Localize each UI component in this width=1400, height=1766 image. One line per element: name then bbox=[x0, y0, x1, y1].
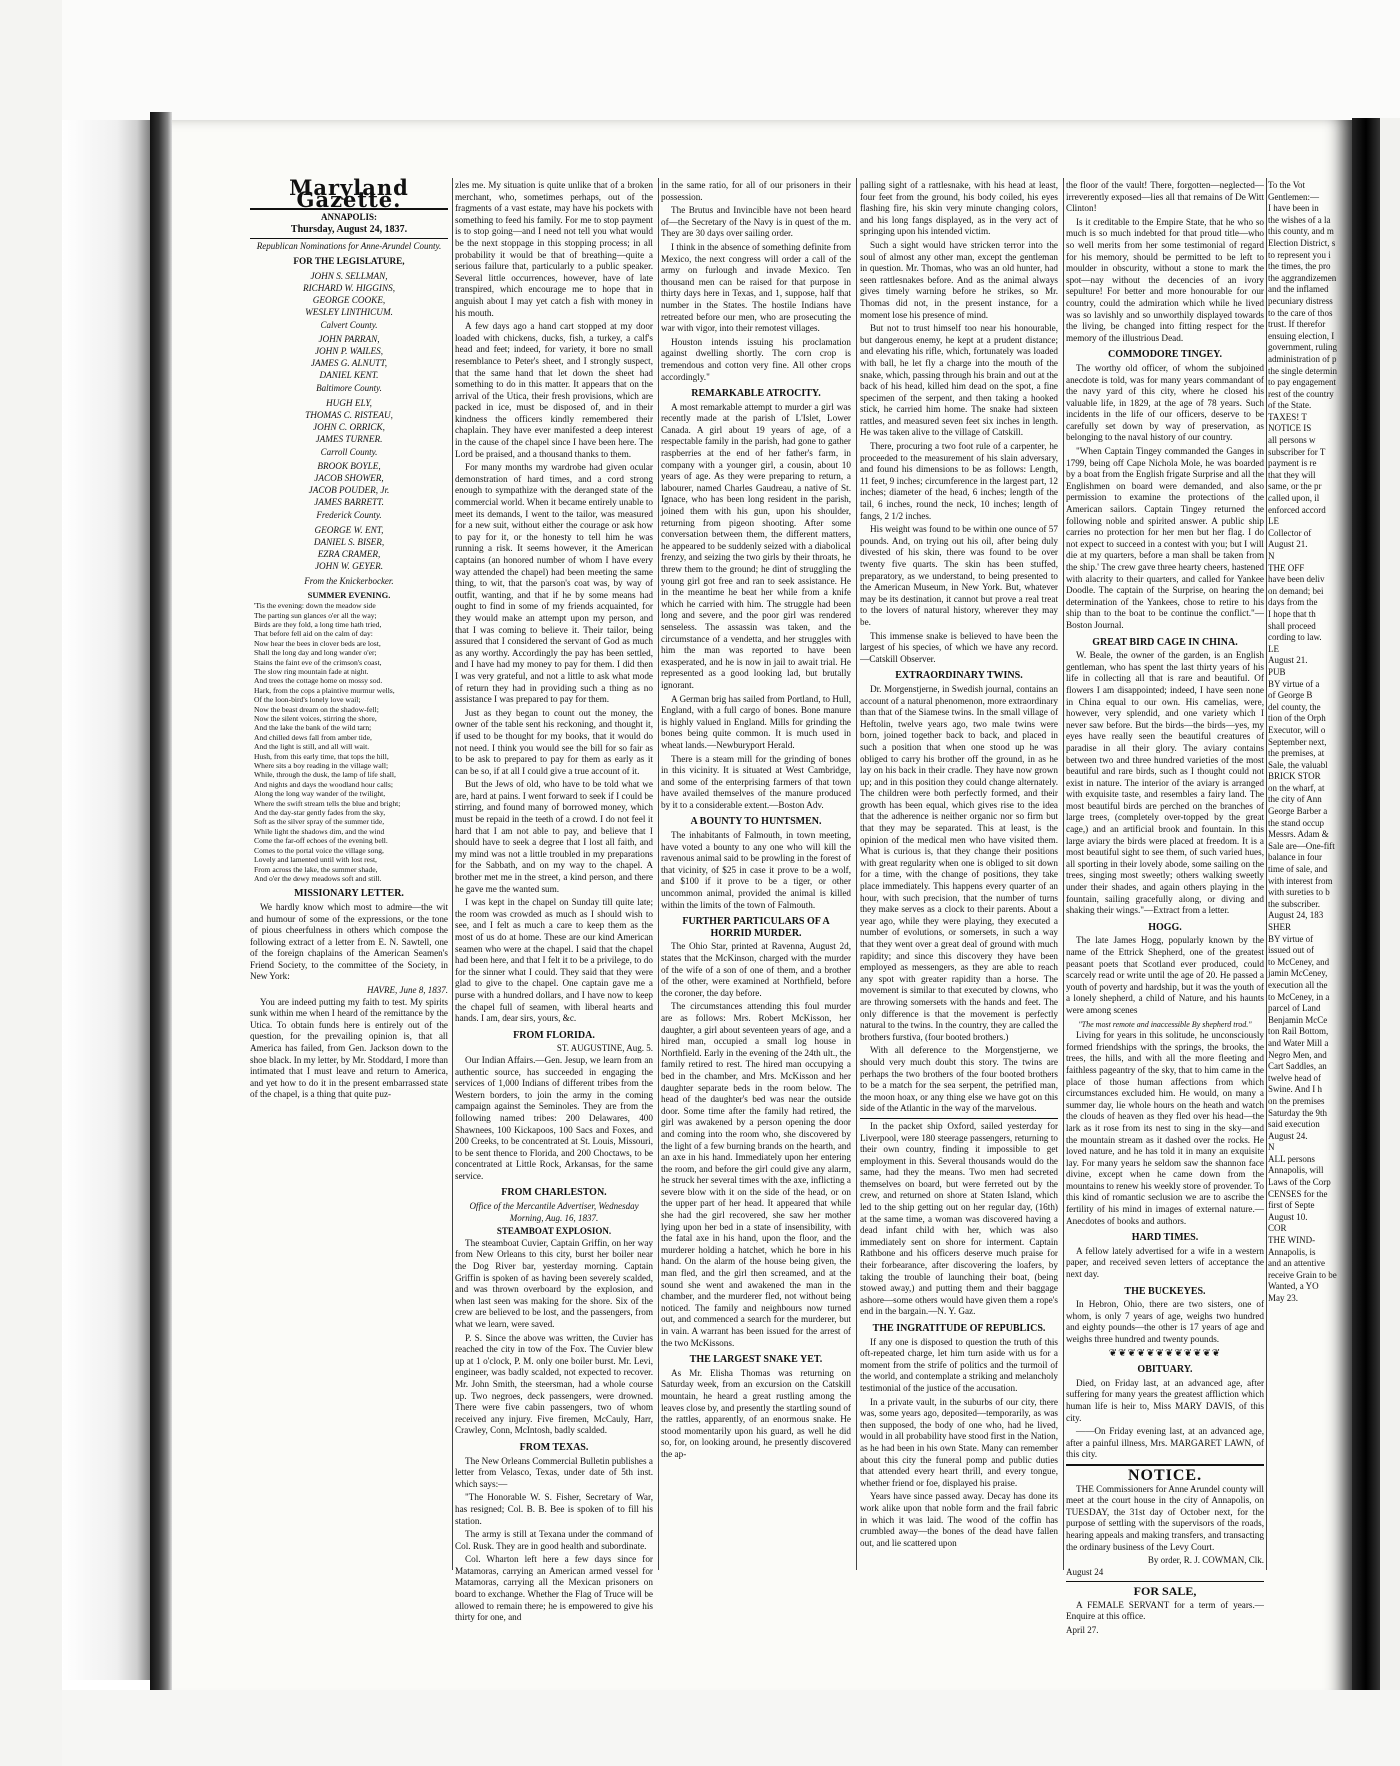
article-paragraph: The circumstances attending this foul murder are as follows: Mrs. Robert McKisson, her daughter, a girl about seventeen years of age, and a hired man, occupied a small log house in Northfield. Early in the evening of the 24th ult., the family retired to rest. The hired man occupying a bed in the chamber, and Mrs. McKisson and her daughter separate beds in the room below. The head of the daughter's bed was near the outside door. Some time after the family had retired, the girl was awakened by a person opening the door and coming into the room who, she discovered by the light of a few burning brands on the hearth, and an axe in his hand. Immediately upon her entering the room, and before the girl could give any alarm, he struck her several times with the axe, inflicting a severe blow with it on the side of the head, or on the upper part of her head. It appeared that while she had the girl recovered, she saw her mother lying upon her bed in a state of insensibility, with the fatal axe in his hand, upon the floor, and the murderer holding a hatchet, which he bore in his hand. On the alarm of the house being given, the man fled, and the girl then screamed, and at the sound she went and awakened the man in the chamber, and the murderer fled, not without being noticed. The family and neighbours now turned out, and commenced a search for the murderer, but in vain. A warrant has been issued for the arrest of the two McKissons. bbox=[661, 1001, 851, 1348]
partial-line: all persons w bbox=[1268, 435, 1316, 446]
page-gutter bbox=[1352, 118, 1380, 1703]
partial-line: and Water Mill a bbox=[1268, 1037, 1329, 1048]
partial-line: Executor, will o bbox=[1268, 724, 1326, 735]
column-5 bbox=[1066, 180, 1264, 1636]
candidate-name: BROOK BOYLE, bbox=[317, 461, 381, 472]
article-paragraph: W. Beale, the owner of the garden, is an English gentleman, who has spent the last thirty years of his life in collecting all that is rare and beautiful. Of flowers I am disappointed; indeed, I have seen none in China equal to our own. His camelias, were, however, very splendid, and one variety which I never saw before. But the birds—the birds—yes, my eyes have really seen the beautiful creatures of paradise in all their glory. The aviary contains between two and three hundred varieties of the most beautiful and rare birds, such as I thought could not exist in nature. The interior of the aviary is arranged with exquisite taste, and resembles a fairy land. The most beautiful birds are perched on the branches of large trees, (completely over-topped by the great cage,) and an artificial brook and fountain. In this large aviary the birds were placed at freedom. It is a most beautiful sight to see them, of such varied hues, all sporting in their lovely abode, some sailing on the trees, singing most sweetly; others walking sweetly under their shades, and again others playing in the fountain, sailing gracefully along, or diving and shaking their wings."—Extract from a letter. bbox=[1066, 650, 1264, 916]
article-paragraph: Dr. Morgenstjerne, in Swedish journal, contains an account of a natural phenomenon, more extraordinary than that of the Siamese twins. In the small village of Heftolin, twelve years ago, two male twins were born, joined together back to back, and placed in such a position that when one stood up he was obliged to carry his brother off the ground, in as he lay on his back in their cradle. They have now grown up; and in this position they could change alternately. The children were both perfectly formed, and their growth has been equal, which gives rise to the idea that the adherence is neither organic nor so firm but that they may be separated. This at least, is the opinion of the medical men who have visited them. What is curious is, that they change their positions with great regularity when one is obliged to sit down for a time, with the change of positions, they take place immediately. This happens every quarter of an hour, with such precision, that the number of turns they make serves as a clock to their parents. About a year ago, while they were playing, they executed a number of evolutions, or somersets, in such a way that they went over a great deal of ground with much rapidity; and since this discovery they have been employed as messengers, as they are able to reach any spot with greater rapidity than a horse. The movement is similar to that executed by clowns, who are throwing somersets with the hands and feet. The only difference is that the movement is perfectly natural to the twins. In the country, they are called the brothers furstiva, (four booted brothers.) bbox=[860, 683, 1058, 1042]
poem-line: While, through the dusk, the lamp of life shall, bbox=[254, 770, 396, 780]
partial-line: tion of the Orph bbox=[1268, 713, 1326, 724]
candidate-name: HUGH ELY, bbox=[326, 397, 372, 408]
poem-line: The parting sun glances o'er all the way; bbox=[254, 610, 377, 620]
partial-line: LE bbox=[1268, 516, 1279, 527]
partial-line: CENSES for the bbox=[1268, 1188, 1328, 1199]
partial-line: Swine. And I h bbox=[1268, 1084, 1322, 1095]
poem-line: Now the beast dream on the shadow-fell; bbox=[254, 704, 379, 714]
murder-heading: FURTHER PARTICULARS OF A HORRID MURDER. bbox=[682, 916, 830, 939]
notice-signature: By order, R. J. COWMAN, Clk. bbox=[1147, 1555, 1264, 1566]
poem-line: The slow ring mountain fade at night. bbox=[254, 666, 369, 676]
notice-date: August 24 bbox=[1066, 1566, 1104, 1577]
partial-line: said execution bbox=[1268, 1119, 1320, 1130]
partial-line: the times, the pro bbox=[1268, 261, 1331, 272]
section-rule bbox=[1066, 1581, 1264, 1582]
scan-margin-top bbox=[0, 0, 1400, 128]
poem-line: While light the shadows dim, and the wind bbox=[254, 826, 385, 836]
candidate-name: JAMES G. ALNUTT, bbox=[310, 358, 388, 369]
article-paragraph: We hardly know which most to admire—the wit and humour of some of the expressions, or the tone of pious cheerfulness in others which compose the following extract of a letter from E. N. Sawtell, one of the foreign chaplains of the American Seamen's Friend Society, to the committee of the Society, in New York: bbox=[250, 901, 448, 982]
column-1 bbox=[250, 175, 448, 1580]
poem-line: Soft as the silver spray of the summer tide, bbox=[254, 817, 385, 827]
article-paragraph: The inhabitants of Falmouth, in town meeting, have voted a bounty to any one who will kill the ravenous animal said to be prowling in the forest of that vicinity, of $25 in case it prove to be a wolf, and $100 if it prove to be a tiger, or other uncommon animal, provided the animal is killed within the limits of the town of Falmouth. bbox=[661, 830, 851, 910]
partial-line: del county, the bbox=[1268, 701, 1321, 712]
article-paragraph: P. S. Since the above was written, the Cuvier has reached the city in tow of the Fox. The Cuvier blew up at 1 o'clock, P. M. only one boiler burst. Mr. Levi, engineer, was badly scalded, not expected to recover. Mr. John Smith, the steersman, had a whole course up. Two negroes, deck passengers, were drowned. There were five cabin passengers, two of whom received any injury. Five firemen, McCauly, Harr, Crawley, Conn, McIntosh, badly scalded. bbox=[455, 1332, 653, 1436]
partial-line: same, or the pr bbox=[1268, 481, 1322, 492]
article-paragraph: His weight was found to be within one ounce of 57 pounds. And, on trying out his oil, after being duly divested of his skin, there was found to be over twenty five quarts. The skin has been stuffed, preparatory, as we understand, to being presented to the American Museum, in New York. But, whatever may be its destination, it cannot but prove a real treat to the lovers of natural history, wherever they may be. bbox=[860, 524, 1058, 627]
poem-source: From the Knickerbocker. bbox=[304, 575, 394, 586]
candidate-name: JOHN W. GEYER. bbox=[314, 560, 384, 571]
article-paragraph: A few days ago a hand cart stopped at my door loaded with chickens, ducks, fish, a turkey, a calf's head and feet; indeed, for variety, it bore no small resemblance to Peter's sheet, and I strongly suspect, that the same hand that let down the sheet had something to do in this matter. It appears that on the arrival of the Utica, their fresh provisions, which are packed in ice, must be disposed of, and in their kindness the officers kindly remembered their chaplain. They have ever manifested a deep interest in the cause of the chapel since I have been here. The Lord be praised, and a thousand thanks to them. bbox=[455, 321, 653, 459]
partial-line: Cart Saddles, an bbox=[1268, 1061, 1327, 1072]
poem-line: Stains the faint eve of the crimson's coast, bbox=[254, 657, 382, 667]
partial-line: ton Rail Bottom, bbox=[1268, 1026, 1329, 1037]
partial-line: subscriber for T bbox=[1268, 446, 1326, 457]
tingey-heading: COMMODORE TINGEY. bbox=[1108, 349, 1222, 361]
poem-line: And the lake the bank of the wild tarn; bbox=[254, 723, 372, 733]
partial-line: I hope that th bbox=[1268, 608, 1316, 619]
partial-line: the city of Ann bbox=[1268, 794, 1322, 805]
partial-line: Sale are—One-fift bbox=[1268, 840, 1335, 851]
partial-line: Saturday the 9th bbox=[1268, 1107, 1327, 1118]
partial-line: pecuniary distress bbox=[1268, 295, 1333, 306]
poem-line: Come the far-off echoes of the evening bell. bbox=[254, 836, 388, 846]
partial-line: parcel of Land bbox=[1268, 1003, 1321, 1014]
article-paragraph: The army is still at Texana under the command of Col. Rusk. They are in good health and subordinate. bbox=[455, 1529, 653, 1551]
for-sale-text: A FEMALE SERVANT for a term of years.—Enquire at this office. bbox=[1066, 1599, 1264, 1622]
scan-margin-left bbox=[0, 0, 62, 1766]
baltimore-names bbox=[250, 397, 448, 445]
article-paragraph: palling sight of a rattlesnake, with his head at least, four feet from the ground, his body coiled, his eyes flashing fire, his skin very minute changing colors, and his long fangs displayed, as in the very act of springing upon his intended victim. bbox=[860, 180, 1058, 237]
partial-line: Wanted, a YO bbox=[1268, 1281, 1319, 1292]
article-paragraph: In a private vault, in the suburbs of our city, there was, some years ago, deposited—temporarily, as was then supposed, the body of one who, had he lived, would in all probability have stood first in the Nation, as he had been in his own State. Many can remember about this city the funeral pomp and public duties that attended every heart thrill, and every tongue, whether friend or foe, displayed his praise. bbox=[860, 1396, 1059, 1488]
bounty-heading: A BOUNTY TO HUNTSMEN. bbox=[690, 816, 822, 828]
partial-line: and an attentive bbox=[1268, 1258, 1325, 1269]
article-paragraph: But not to trust himself too near his honourable, but dangerous enemy, he kept at a prudent distance; and elevating his rifle, which, fortunately was loaded with ball, he let fly a charge into the mouth of the snake, which, passing through his brain and out at the back of his head, killed him dead on the spot, a fine specimen of the serpent, and then taking a hooked stick, he carried him home. The snake had sixteen rattles, and measured seven feet six inches in length. He was taken alive to the village of Catskill. bbox=[860, 323, 1058, 438]
partial-line: Negro Men, and bbox=[1268, 1049, 1327, 1060]
charleston-subhead: Office of the Mercantile Advertiser, Wednesday Morning, Aug. 16, 1837. bbox=[469, 1201, 639, 1223]
article-paragraph: There, procuring a two foot rule of a carpenter, he proceeded to the measurement of his slain adversary, and found his dimensions to be as follows: Length, 11 feet, 9 inches; circumference in the largest part, 12 inches; diameter of the head, 6 inches; length of the tail, 6 inches, round the neck, 10 inches; length of fangs, 2 1/2 inches. bbox=[860, 441, 1058, 521]
adjacent-page-edge bbox=[1380, 118, 1400, 1703]
book-spine bbox=[150, 112, 172, 1692]
nomination-title: Republican Nominations for Anne-Arundel County. bbox=[256, 241, 442, 252]
partial-line: twelve head of bbox=[1268, 1072, 1321, 1083]
poem-line: Now the silent voices, stirring the shore, bbox=[254, 714, 377, 723]
partial-line: PUB bbox=[1268, 666, 1286, 677]
partial-line: to McCeney, in a bbox=[1268, 991, 1330, 1002]
partial-line: ensuing election, I bbox=[1268, 330, 1335, 341]
partial-line: enforced accord bbox=[1268, 504, 1326, 515]
florida-heading: FROM FLORIDA. bbox=[513, 1029, 595, 1041]
article-paragraph: For many months my wardrobe had given ocular demonstration of hard times, and a cord strong enough to sympathize with the deranged state of the commercial world. When it became entirely unable to meet its demands, I went to the tailor, was measured for a new suit, without either the courage or ask how to pay for it, or the honesty to tell him he was running a risk. It seems however, it the American captains (an honored number of whom I have every way attended the chapel) had been meeting the same thing, to wit, that the parson's coat was, by way of outfit, wanting, and that if he by some means had ought to find in some of my friends acquainted, for they would make an attempt upon my person, and that I was coming to believe it. Their tailor, being assured that I considered the servant of God as much as any worthy. Accordingly the pay has been settled, and I have had my money to pay for them. I did then I was very grateful, and not a little to ask what mode of return they had in providing such a thing as no assistance I was prepared to pay for them. bbox=[455, 462, 653, 705]
charleston-title: STEAMBOAT EXPLOSION. bbox=[496, 1226, 612, 1237]
article-paragraph: The New Orleans Commercial Bulletin publishes a letter from Velasco, Texas, under date of 5th inst. which says:— bbox=[455, 1455, 653, 1489]
candidate-name: DANIEL KENT. bbox=[319, 370, 379, 381]
texas-heading: FROM TEXAS. bbox=[519, 1441, 589, 1453]
partial-line: ALL persons bbox=[1268, 1153, 1315, 1164]
article-paragraph: The steamboat Cuvier, Captain Griffin, on her way from New Orleans to this city, burst her boiler near the Dog River bar, yesterday morning. Captain Griffin is spoken of as having been severely scalded, and was thrown overboard by the explosion, and when last seen was making for the shore. Six of the crew are believed to be lost, and the passengers, from what we learn, were saved. bbox=[455, 1237, 653, 1329]
article-paragraph: Living for years in this solitude, he unconsciously formed friendships with the springs, the brooks, the trees, the hills, and with all the more fleeting and faithless pageantry of the sky, that to him came in the place of those human affections from which circumstances excluded him. He would, on many a summer day, lie whole hours on the heath and watch the clouds of heaven as they fled over his head—the lark as it rose from its nest to sing in the sky—and the mountain stream as it dashed over the rocks. He loved nature, and he has told it in many an exquisite lay. For many years he seldom saw the shannon face divine, except when he came down from the mountains to renew his weekly store of provender. To this kind of romantic seclusion we are to ascribe the fertility of his mind in images of external nature.—Anecdotes of books and authors. bbox=[1066, 1030, 1264, 1226]
buckeyes-heading: THE BUCKEYES. bbox=[1124, 1285, 1206, 1297]
poem-line: And trees the cottage home on mossy sod. bbox=[254, 676, 383, 686]
charleston-heading: FROM CHARLESTON. bbox=[501, 1187, 607, 1199]
scan-margin-bottom bbox=[62, 1690, 1400, 1766]
partial-line: receive Grain to be bbox=[1268, 1269, 1337, 1280]
partial-line: on demand; bei bbox=[1268, 585, 1324, 596]
article-paragraph: Years have since passed away. Decay has done its work alike upon that noble form and the frail fabric in which it was laid. The wood of the coffin has crumbled away—the bones of the dead have fallen out, and lie scattered upon bbox=[860, 1491, 1058, 1548]
partial-line: August 24, 183 bbox=[1268, 910, 1324, 921]
poem-body bbox=[250, 601, 448, 883]
partial-line: August 24. bbox=[1268, 1130, 1308, 1141]
candidate-name: JAMES BARRETT. bbox=[314, 497, 384, 508]
article-paragraph: ——On Friday evening last, at an advanced age, after a painful illness, Mrs. MARGARET LAWN, of this city. bbox=[1066, 1426, 1264, 1460]
partial-line: Laws of the Corp bbox=[1268, 1177, 1331, 1188]
candidate-name: DANIEL S. BISER, bbox=[313, 536, 385, 547]
partial-line: of the State. bbox=[1268, 400, 1312, 411]
legislature-names bbox=[250, 270, 448, 318]
partial-line: Gentlemen:— bbox=[1268, 191, 1319, 202]
partial-line: BY virtue of bbox=[1268, 933, 1314, 944]
article-paragraph: As Mr. Elisha Thomas was returning on Saturday week, from an excursion on the Catskill mountain, he heard a great rustling among the leaves close by, and presently the startling sound of the rattles, apparently, of an enormous snake. He stood momentarily upon his guard, as well he did so, for, on looking around, he presently discovered the ap- bbox=[661, 1367, 851, 1459]
obituary-heading: OBITUARY. bbox=[1137, 1364, 1193, 1376]
poem-line: Shall the long day and long wander o'er; bbox=[254, 648, 377, 658]
partial-line: to McCeney, and bbox=[1268, 956, 1330, 967]
partial-line: with sureties to b bbox=[1268, 887, 1330, 898]
article-paragraph: "When Captain Tingey commanded the Ganges in 1799, being off Cape Nichola Mole, he was boarded by a boat from the English frigate Surprise and all the Englishmen on board were demanded, and also permission to examine the protections of the American sailors. Captain Tingey returned the following noble and spirited answer. A public ship carries no protection for her men but her flag. I do not expect to succeed in a contest with you; but I will die at my quarters, before a man shall be taken from the ship.' The crew gave three hearty cheers, hastened with alacrity to their quarters, and called for Yankee Doodle. The captain of the Surprise, on hearing the determination of the Yankees, chose to retire to his ship than to the boat to be continue the conflict."—Boston Journal. bbox=[1066, 446, 1264, 630]
letter-heading: MISSIONARY LETTER. bbox=[294, 888, 404, 900]
partial-line: the stand occup bbox=[1268, 817, 1324, 828]
partial-line: first of Septe bbox=[1268, 1200, 1315, 1211]
poem-line: Hark, from the cops a plaintive murmur wells, bbox=[254, 685, 395, 695]
poem-line: Lovely and lamented until with lost rest, bbox=[254, 855, 377, 865]
poem-line: Comes to the portal voice the village song, bbox=[254, 845, 384, 855]
partial-line: August 21. bbox=[1268, 655, 1308, 666]
partial-line: the single determin bbox=[1268, 365, 1337, 376]
partial-line: payment is re bbox=[1268, 458, 1317, 469]
partial-line: on the wharf, at bbox=[1268, 782, 1325, 793]
article-paragraph: The Brutus and Invincible have not been heard of—the Secretary of the Navy is in quest of the m. They are 30 days over sailing order. bbox=[661, 205, 851, 239]
article-paragraph: Our Indian Affairs.—Gen. Jesup, we learn from an authentic source, has succeeded in engaging the services of 1,000 Indians of different tribes from the Western borders, to join the army in the coming campaign against the Seminoles. They are from the following named tribes: 200 Delawares, 400 Shawnees, 100 Kickapoos, 100 Sacs and Foxes, and 200 Creeks, to be concentrated at St. Louis, Missouri, to be sent thence to Florida, and 200 Choctaws, to be concentrated at Little Rock, Arkansas, for the same service. bbox=[455, 1054, 653, 1181]
ingratitude-heading: THE INGRATITUDE OF REPUBLICS. bbox=[872, 1323, 1046, 1334]
partial-line: the subscriber. bbox=[1268, 898, 1320, 909]
notice-heading: NOTICE. bbox=[1127, 1466, 1203, 1484]
snake-heading: THE LARGEST SNAKE YET. bbox=[689, 1354, 823, 1366]
column-rule bbox=[1063, 178, 1064, 1570]
partial-line: To the Vot bbox=[1268, 180, 1306, 190]
candidate-name: JOHN C. ORRICK, bbox=[313, 421, 385, 432]
article-paragraph: But the Jews of old, who have to be told what we are, hard at pains. I went forward to seek if I could be stirring, and found many of borrowed money, which must be repaid in the teeth of a crowd. I do not feel it hard that I am not able to pay, and believe that I should have to seek a degree that I lost all faith, and my mind was not a little troubled in my preparations for the Sabbath, and on my way to the chapel. A brother met me in the street, a kind person, and there he gave me the wanted sum. bbox=[455, 779, 653, 894]
partial-line: this county, and m bbox=[1268, 226, 1334, 237]
article-paragraph: Houston intends issuing his proclamation against dwelling shortly. The corn crop is tremendous and cotton very fine. All other crops accordingly." bbox=[661, 336, 851, 382]
partial-line: shall proceed bbox=[1268, 620, 1316, 631]
candidate-name: WESLEY LINTHICUM. bbox=[305, 306, 393, 317]
partial-line: Messrs. Adam & bbox=[1268, 829, 1329, 840]
partial-line: N bbox=[1268, 551, 1275, 561]
partial-line: execution all the bbox=[1268, 979, 1328, 990]
partial-line: LE bbox=[1268, 643, 1279, 654]
candidate-name: JAMES TURNER. bbox=[315, 433, 383, 444]
partial-line: called upon, il bbox=[1268, 493, 1320, 504]
partial-line: TAXES! T bbox=[1268, 411, 1307, 422]
column-rule bbox=[452, 178, 453, 1570]
poem-title: SUMMER EVENING. bbox=[307, 589, 391, 600]
frederick-names bbox=[250, 524, 448, 572]
poem-line: 'Tis the evening: down the meadow side bbox=[254, 601, 376, 611]
partial-line: that they will bbox=[1268, 469, 1316, 480]
place-line: ANNAPOLIS: bbox=[320, 212, 377, 223]
partial-line: Annapolis, will bbox=[1268, 1165, 1324, 1176]
partial-line: BY virtue of a bbox=[1268, 678, 1320, 689]
article-paragraph: "The Honorable W. S. Fisher, Secretary of War, has resigned; Col. B. B. Bee is spoken of to fill his station. bbox=[455, 1492, 653, 1526]
article-paragraph: I think in the absence of something definite from Mexico, the next congress will order a call of the army on furlough and invade Mexico. Ten thousand men can be raised for that purpose in thirty days here in Texas, and 1, suppose, half that number in the States. The hostile Indians have retreated before our men, who are prosecuting the war with vigor, into their remotest villages. bbox=[661, 241, 851, 334]
article-paragraph: The Ohio Star, printed at Ravenna, August 2d, states that the McKinson, charged with the murder of the wife of a son of one of them, and a brother of the other, were examined at Northfield, before the coroner, the day before. bbox=[661, 941, 851, 998]
legislature-heading: FOR THE LEGISLATURE, bbox=[293, 255, 405, 266]
column-3 bbox=[661, 180, 851, 1580]
article-paragraph: In the packet ship Oxford, sailed yesterday for Liverpool, were 180 steerage passengers, returning to their own country, finding it impossible to get employment in this. Several thousands would do the same, had they the means. Two men had secreted themselves on board, but were ferreted out by the crew, and returned on shore at Staten Island, which led to the ship getting out on her regular day, (16th) at the same time, a woman was discovered having a dead infant child with her, which was also immediately sent on shore for interment. Captain Rathbone and his officers deserve much praise for their forbearance, after discovering the loafers, by taking the trouble of launching their boat, (being stowed away,) and putting them and their baggage ashore—some others would have given them a rope's end in the bargain.—N. Y. Gaz. bbox=[860, 1120, 1058, 1317]
candidate-name: JACOB POUDER, Jr. bbox=[308, 485, 390, 496]
article-paragraph: There is a steam mill for the grinding of bones in this vicinity. It is situated at West Cambridge, and some of the enterprising farmers of that town have availed themselves of the manure produced by it to a considerable extent.—Boston Adv. bbox=[661, 753, 851, 810]
poem-line: Along the long way wander of the twilight, bbox=[254, 789, 386, 799]
article-paragraph: the floor of the vault! There, forgotten—neglected—irreverently exposed—lies all that remains of De Witt Clinton! bbox=[1066, 180, 1264, 214]
article-paragraph: In Hebron, Ohio, there are two sisters, one of whom, is only 7 years of age, weighs two hundred and eighty pounds—the other is 17 years of age and weighs three hundred and twenty pounds. bbox=[1066, 1299, 1264, 1344]
partial-line: to pay engagement bbox=[1268, 377, 1336, 388]
poem-line: From across the lake, the summer shade, bbox=[254, 864, 378, 874]
article-paragraph: I was kept in the chapel on Sunday till quite late; the room was crowded as much as I should wish to see, and I felt as much a care to keep them as the most of us do at home. These are our kind American seamen who were at the chapel. I said that the chapel had been here, and that I felt it to be a privilege, to do for the sinner what I could. They said that they were glad to give to the chapel. One captain gave me a purse with a hundred dollars, and I have now to keep the chapel full of seamen, with liberal hearts and hands. I am, dear sirs, yours, &c. bbox=[455, 897, 653, 1024]
baltimore-heading: Baltimore County. bbox=[316, 383, 382, 394]
candidate-name: THOMAS C. RISTEAU, bbox=[305, 409, 393, 420]
article-paragraph: zles me. My situation is quite unlike that of a broken merchant, who, sometimes perhaps, out of the fragments of a vast estate, may have his pockets with something to feed his family. For me to stop payment is to stop going—and I need not tell you what would be the next stoppage in this stopping process; in all probability it would be that of breathing—quite a serious failure that, particularly to a public speaker. Several little occurrences, however, have of late transpired, which encourage me to hope that in anguish about I may yet catch a fish with money in his mouth. bbox=[455, 180, 653, 318]
article-paragraph: Died, on Friday last, at an advanced age, after suffering for many years the greatest affliction which human life is heir to, Miss MARY DAVIS, of this city. bbox=[1066, 1377, 1264, 1423]
candidate-name: JOHN PARRAN, bbox=[318, 334, 380, 345]
partial-line: THE WIND- bbox=[1268, 1235, 1316, 1246]
partial-line: the premises, at bbox=[1268, 748, 1325, 759]
column-rule bbox=[1266, 178, 1267, 1570]
partial-line: Annapolis, is bbox=[1268, 1246, 1316, 1257]
partial-line: administration of p bbox=[1268, 353, 1337, 364]
article-paragraph: If any one is disposed to question the truth of this oft-repeated charge, let him turn aside with us for a moment from the strife of politics and the turmoil of the world, and contemplate a striking and melancholy testimonial of the justice of the accusation. bbox=[860, 1336, 1058, 1393]
partial-line: time of sale, and bbox=[1268, 864, 1328, 875]
poem-line: Now hear the bees in clover beds are lost, bbox=[254, 638, 381, 648]
article-paragraph: Just as they began to count out the money, the owner of the table sent his reckoning, and thought it, if used to be thought for my books, that it would do not need. I think you would see the bill for so fair as to be ask to prepared to pay for them as early as it can be so, if at all I could give a true account of it. bbox=[455, 707, 653, 776]
poem-line: And o'er the dewy meadows soft and still. bbox=[254, 873, 382, 883]
candidate-name: GEORGE W. ENT, bbox=[314, 524, 384, 535]
hogg-heading: HOGG. bbox=[1148, 921, 1182, 933]
letter-dateline: HAVRE, June 8, 1837. bbox=[366, 985, 448, 996]
date-rule bbox=[250, 238, 448, 239]
partial-line: balance in four bbox=[1268, 852, 1322, 863]
poem-line: Where sits a boy reading in the village wall; bbox=[254, 761, 389, 771]
partial-line: George Barber a bbox=[1268, 806, 1328, 817]
candidate-name: RICHARD W. HIGGINS, bbox=[302, 282, 396, 293]
partial-line: COR bbox=[1268, 1223, 1287, 1234]
poem-line: And the light is still, and all will wait. bbox=[254, 742, 370, 752]
partial-line: Sale, the valuabl bbox=[1268, 759, 1328, 770]
partial-line: cording to law. bbox=[1268, 632, 1322, 643]
partial-line: May 23. bbox=[1268, 1293, 1298, 1303]
partial-line: Election District, s bbox=[1268, 237, 1336, 248]
partial-line: issued out of bbox=[1268, 945, 1314, 956]
partial-line: have been deliv bbox=[1268, 574, 1325, 585]
ornamental-border: ❦❦❦❦❦❦❦❦❦❦❦❦ bbox=[1108, 1347, 1222, 1359]
masthead: Maryland Gazette. bbox=[289, 175, 409, 212]
partial-line: on the premises bbox=[1268, 1095, 1325, 1106]
article-paragraph: Col. Wharton left here a few days since for Matamoras, carrying an American armed vessel for Matamoras, carrying all the Mexican prisoners on board to exchange. Whether the Flag of Truce will be allowed to remain there; he is empowered to give his thirty for one, and bbox=[455, 1554, 653, 1623]
article-paragraph: A most remarkable attempt to murder a girl was recently made at the parish of L'Islet, Lower Canada. A girl about 19 years of age, of a respectable family in the parish, had gone to gather raspberries at the end of her father's farm, in company with a younger girl, a cousin, about 10 years of age. As they were preparing to return, a labourer, named Charles Gaudreau, a native of St. Ignace, who has been long resident in the parish, joined them with his gun, upon his shoulder, returning from pigeon shooting. After some conversation between them, the different matters, he appeared to be suddenly seized with a diabolical frenzy, and seizing the two girls by their throats, he threw them to the ground; he dint of struggling the young girl got free and ran to seek assistance. He in the meantime he beat her while from a knife which he carried with him. The struggle had been long and severe, and the poor girl was rendered senseless. The assassin was taken, and the circumstance of a vendetta, and her struggles with him the man was reported to have been exasperated, and he is now in jail to await trial. He represented as a good looking lad, but brutally ignorant. bbox=[661, 401, 851, 690]
article-paragraph: A German brig has sailed from Portland, to Hull, England, with a full cargo of bones. Bone manure is highly valued in England. Mills for grinding the bones being quite common. It is much used in wheat lands.—Newburyport Herald. bbox=[661, 693, 851, 750]
article-paragraph: Is it creditable to the Empire State, that he who so much is so much indebted for that proud title—who so well merits from her some testimonial of regard for his memory, should be permitted to be left to moulder in obscurity, without a stone to mark the spot—nay without the decencies of an ivory sepulture! For better and more honourable for our country, could the admiration which while he lived was so lavishly and so unworthily displayed towards the living, be changed into fitting respect for the memory of the illustrious Dead. bbox=[1066, 216, 1264, 343]
article-paragraph: The worthy old officer, of whom the subjoined anecdote is told, was for many years commandant of the navy yard of this city, where he closed his valuable life, in 1829, at the age of 78 years. Such incidents in the life of our officers, deserve to be carefully set down by way of preservation, as belonging to the naval history of our country. bbox=[1066, 362, 1264, 443]
for-sale-heading: FOR SALE, bbox=[1133, 1584, 1197, 1599]
poem-line: That before fell aid on the calm of day: bbox=[254, 629, 373, 639]
frederick-heading: Frederick County. bbox=[316, 510, 382, 521]
partial-line: the aggrandizemen bbox=[1268, 272, 1337, 283]
article-paragraph: A fellow lately advertised for a wife in a western paper, and received seven letters of acceptance the next day. bbox=[1066, 1245, 1264, 1280]
partial-line: with interest from bbox=[1268, 875, 1333, 886]
partial-line: trust. If therefor bbox=[1268, 319, 1326, 330]
column-rule bbox=[658, 178, 659, 1570]
issue-date: Thursday, August 24, 1837. bbox=[290, 223, 408, 235]
partial-line: NOTICE IS bbox=[1268, 423, 1312, 434]
column-4 bbox=[860, 180, 1058, 1580]
poem-line: Birds are they fold, a long time hath tried, bbox=[254, 619, 382, 629]
column-6-partial bbox=[1268, 180, 1350, 1580]
poem-line: And nights and days the woodland hour calls; bbox=[254, 779, 393, 789]
calvert-names bbox=[250, 333, 448, 381]
poem-line: And the day-star gently fades from the sky, bbox=[254, 808, 386, 818]
bird-cage-heading: GREAT BIRD CAGE IN CHINA. bbox=[1092, 636, 1238, 648]
poem-line: Hush, from this early time, that tops the hill, bbox=[254, 751, 389, 761]
partial-line: BRICK STOR bbox=[1268, 771, 1321, 782]
partial-line: SHER bbox=[1268, 922, 1292, 932]
article-paragraph: Such a sight would have stricken terror into the soul of almost any other man, except the gentleman in question. Mr. Thomas, who was an old hunter, had seen rattlesnakes before. And as the animal always gives timely warning before he strikes, so Mr. Thomas did not, in the present instance, for a moment lose his presence of mind. bbox=[860, 239, 1058, 320]
twins-heading: EXTRAORDINARY TWINS. bbox=[895, 670, 1023, 682]
partial-line: August 10. bbox=[1268, 1211, 1308, 1222]
partial-line: to the care of thos bbox=[1268, 307, 1333, 318]
article-paragraph: This immense snake is believed to have been the largest of his species, of which we have any record.—Catskill Observer. bbox=[860, 630, 1058, 664]
poem-line: Where the swift stream tells the blue and bright; bbox=[254, 798, 401, 808]
partial-line: August 21. bbox=[1268, 539, 1308, 550]
hard-times-heading: HARD TIMES. bbox=[1131, 1232, 1199, 1244]
partial-line: Benjamin McCe bbox=[1268, 1014, 1328, 1025]
partial-line: days from the bbox=[1268, 597, 1318, 608]
partial-line: government, ruling bbox=[1268, 342, 1337, 353]
carroll-heading: Carroll County. bbox=[320, 446, 378, 457]
article-paragraph: You are indeed putting my faith to test. My spirits sunk within me when I heard of the remittance by the Utica. To obtain funds here is entirely out of the question, for the prevailing opinion is, that all America has failed, from Gen. Jackson down to the shoe black. In my letter, by Mr. Stoddard, I more than intimated that I must leave and return to America, and yet how to do it in the present embarrassed state of the chapel, is a thing that quite puz- bbox=[250, 996, 448, 1100]
poem-line: Of the loon-bird's lonely love wail; bbox=[254, 695, 361, 705]
column-2 bbox=[455, 180, 653, 1623]
candidate-name: JOHN P. WAILES, bbox=[314, 346, 384, 357]
article-paragraph: With all deference to the Morgenstjerne, we should very much doubt this story. The twins are perhaps the two brothers of the four booted brothers to be a match for the sea serpent, the petrified man, the moon hoax, or any thing else we have got on this side of the Atlantic in the way of the marvelous. bbox=[860, 1045, 1058, 1114]
column-rule bbox=[856, 178, 857, 1570]
partial-line: I have been in bbox=[1268, 203, 1319, 214]
poem-line: And chilled dews fall from amber tide, bbox=[254, 732, 372, 742]
partial-line: rest of the country bbox=[1268, 388, 1334, 399]
article-paragraph: The late James Hogg, popularly known by the name of the Ettrick Shepherd, one of the greatest peasant poets that Scotland ever produced, could scarcely read or write until the age of 20. He passed a youth of poverty and hardship, but it was the youth of a lonely shepherd, a child of Nature, and his haunts were among scenes bbox=[1066, 935, 1264, 1015]
florida-dateline: ST. AUGUSTINE, Aug. 5. bbox=[556, 1043, 653, 1054]
candidate-name: JACOB SHOWER, bbox=[314, 473, 384, 484]
atrocity-heading: REMARKABLE ATROCITY. bbox=[691, 388, 821, 400]
notice-text: THE Commissioners for Anne Arundel county will meet at the court house in the city of Annapolis, on TUESDAY, the 31st day of October next, for the purpose of settling with the supervisors of the roads, hearing appeals and making transfers, and transacting the ordinary business of the Levy Court. bbox=[1066, 1483, 1264, 1552]
for-sale-date: April 27. bbox=[1066, 1625, 1099, 1636]
carroll-names bbox=[250, 460, 448, 508]
partial-line: September next, bbox=[1268, 736, 1327, 747]
calvert-heading: Calvert County. bbox=[320, 319, 378, 330]
article-paragraph: in the same ratio, for all of our prisoners in their possession. bbox=[661, 180, 851, 202]
section-rule bbox=[860, 1118, 1058, 1119]
candidate-name: GEORGE COOKE, bbox=[312, 294, 386, 305]
partial-line: THE OFF bbox=[1268, 562, 1305, 573]
candidate-name: EZRA CRAMER, bbox=[317, 548, 381, 559]
hogg-quote: "The most remote and inaccessible By shepherd trod." bbox=[1078, 1019, 1252, 1029]
partial-line: the wishes of a la bbox=[1268, 214, 1331, 225]
partial-line: Collector of bbox=[1268, 527, 1312, 538]
book-binding-edge bbox=[62, 120, 162, 1680]
partial-line: of George B bbox=[1268, 690, 1313, 701]
partial-line: and the inflamed bbox=[1268, 284, 1329, 295]
partial-line: to represent you i bbox=[1268, 249, 1331, 260]
section-rule bbox=[1066, 1464, 1264, 1466]
candidate-name: JOHN S. SELLMAN, bbox=[310, 270, 388, 281]
partial-line: jamin McCeney, bbox=[1268, 968, 1328, 979]
partial-line: N bbox=[1268, 1142, 1275, 1153]
